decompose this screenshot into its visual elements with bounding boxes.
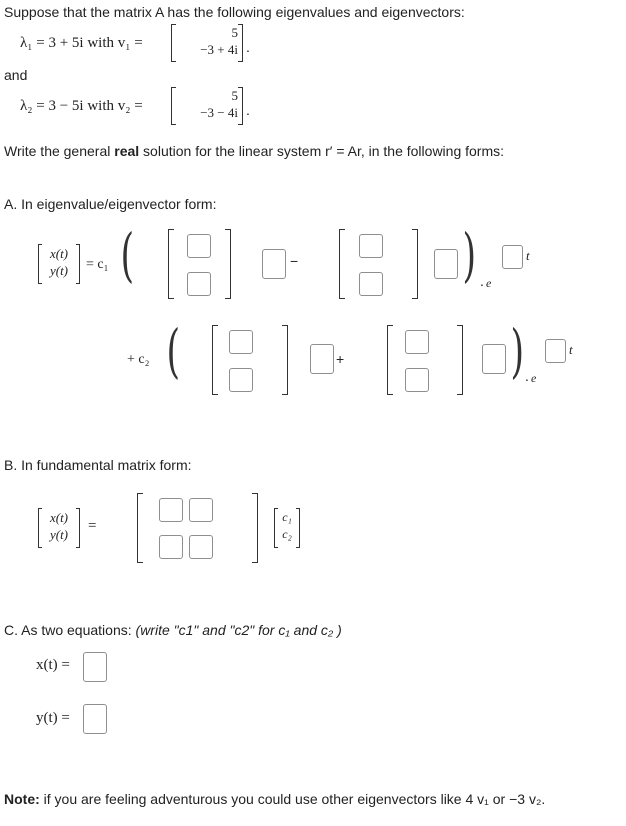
- a-row1-exponent-input[interactable]: [502, 245, 523, 269]
- a-row2-exp-var: t: [569, 342, 573, 357]
- b-lhs-bottom: y(t): [49, 527, 69, 542]
- a-row2-exp-base: e: [531, 371, 537, 385]
- note-label: Note:: [4, 791, 40, 807]
- a-row2-vec1-top-input[interactable]: [229, 330, 253, 354]
- a-row1-vec1-top-input[interactable]: [187, 234, 211, 258]
- a-lhs-bottom: y(t): [49, 263, 69, 278]
- a-row2-exponent-input[interactable]: [545, 339, 566, 363]
- a-row1-vec1-bottom-input[interactable]: [187, 272, 211, 296]
- period-2: .: [246, 102, 250, 118]
- prompt-bold: real: [114, 143, 140, 159]
- b-const-bottom: c₂: [282, 527, 292, 541]
- b-const-top: c₁: [282, 510, 292, 524]
- c-x-input[interactable]: [83, 652, 107, 682]
- prompt-text: [4, 143, 504, 159]
- intro-label: Suppose that the matrix A has the following eigenvalues and eigenvectors:: [4, 4, 465, 20]
- c-y-label: y(t) =: [36, 710, 70, 726]
- a-row1-open-paren: (: [120, 221, 135, 289]
- eigvec-2-right-bracket: [238, 87, 243, 125]
- period-1: .: [246, 39, 250, 55]
- a-row2-open-paren: (: [166, 317, 181, 385]
- a-row1-vec2-top-input[interactable]: [359, 234, 383, 258]
- part-b-title: B. In fundamental matrix form:: [4, 457, 192, 473]
- b-equals: =: [88, 518, 97, 534]
- eigvec-2-bottom: −3 − 4i: [200, 105, 238, 120]
- part-c-title-line: [4, 622, 342, 638]
- a-row2-vec2-top-input[interactable]: [405, 330, 429, 354]
- a-row2-vec1-left-bracket: [212, 325, 218, 395]
- b-matrix-r2c2-input[interactable]: [189, 535, 213, 559]
- a-row1-vec2-right-bracket: [412, 229, 418, 299]
- c-y-input[interactable]: [83, 704, 107, 734]
- a-row1-dot: .: [480, 273, 484, 289]
- a-row2-vec2-right-bracket: [457, 325, 463, 395]
- a-row1-func2-input[interactable]: [434, 249, 458, 279]
- c-x-label: x(t) =: [36, 657, 70, 673]
- a-row1-minus: −: [290, 253, 299, 269]
- eigvec-2-top: 5: [231, 88, 238, 103]
- a-row2-dot: .: [525, 368, 529, 384]
- a-row2-vec2-left-bracket: [387, 325, 393, 395]
- b-matrix-left-bracket: [137, 493, 143, 563]
- b-const-vector: [278, 509, 296, 543]
- a-row2-close-paren: ): [510, 317, 525, 385]
- a-row1-vec2-bottom-input[interactable]: [359, 272, 383, 296]
- eigvec-1-right-bracket: [238, 24, 243, 62]
- eigvec-1-top: 5: [231, 25, 238, 40]
- eigvec-2: [176, 87, 238, 121]
- b-lhs-right-bracket: [76, 508, 80, 548]
- part-c-title: C. As two equations:: [4, 622, 132, 638]
- and-text: and: [4, 67, 28, 83]
- eigvec-1: [176, 24, 238, 58]
- note-text: [4, 791, 545, 807]
- prompt-pre: Write the general: [4, 143, 115, 159]
- a-row1-exp-base: e: [486, 276, 492, 290]
- a-lhs-right-bracket: [76, 244, 80, 284]
- b-matrix-r1c1-input[interactable]: [159, 498, 183, 522]
- a-row1-vec1-right-bracket: [225, 229, 231, 299]
- eigvec-1-bottom: −3 + 4i: [200, 42, 238, 57]
- a-lhs-top: x(t): [49, 246, 69, 261]
- intro-text: [4, 4, 465, 20]
- part-c-hint: (write "c1" and "c2" for c₁ and c₂ ): [135, 622, 342, 638]
- a-row1-vec2-left-bracket: [339, 229, 345, 299]
- a-row2-vec2-bottom-input[interactable]: [405, 368, 429, 392]
- a-row2-vec1-bottom-input[interactable]: [229, 368, 253, 392]
- a-row1-exp-var: t: [526, 248, 530, 263]
- note-body: if you are feeling adventurous you could use other eigenvectors like 4 v₁ or −3 v₂.: [39, 791, 546, 807]
- a-lhs-vector: [42, 245, 76, 279]
- b-const-right-bracket: [296, 508, 300, 548]
- eigenvalue-1-label: λ₁ = 3 + 5i with v₁ =: [20, 35, 143, 51]
- a-row2-func2-input[interactable]: [482, 344, 506, 374]
- b-matrix-r1c2-input[interactable]: [189, 498, 213, 522]
- b-lhs-vector: [42, 509, 76, 543]
- a-row2-func1-input[interactable]: [310, 344, 334, 374]
- b-matrix-r2c1-input[interactable]: [159, 535, 183, 559]
- prompt-post: solution for the linear system r′ = Ar, in the following forms:: [139, 143, 505, 159]
- a-row1-func1-input[interactable]: [262, 249, 286, 279]
- b-matrix-right-bracket: [252, 493, 258, 563]
- a-row1-vec1-left-bracket: [168, 229, 174, 299]
- a-c2-label: + c₂: [127, 352, 150, 367]
- a-c1-label: = c₁: [86, 257, 109, 272]
- a-row2-vec1-right-bracket: [282, 325, 288, 395]
- part-a-title: A. In eigenvalue/eigenvector form:: [4, 196, 217, 212]
- a-row2-plus: +: [336, 351, 345, 367]
- b-lhs-top: x(t): [49, 510, 69, 525]
- eigenvalue-2-label: λ₂ = 3 − 5i with v₂ =: [20, 98, 143, 114]
- a-row1-close-paren: ): [462, 221, 477, 289]
